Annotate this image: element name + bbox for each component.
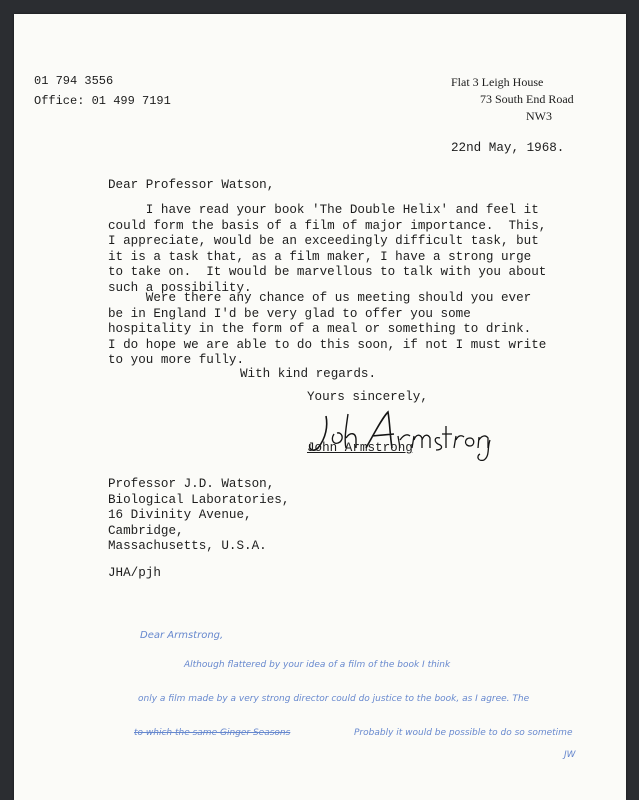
paragraph-line: I appreciate, would be an exceedingly difficult task, but xyxy=(108,234,539,249)
paragraph-line: such a possibility. xyxy=(108,280,252,295)
handwritten-struck-text: to which the same Ginger Seasons xyxy=(134,728,291,738)
regards: With kind regards. xyxy=(240,367,377,381)
letter-page xyxy=(14,14,626,800)
paragraph-line: I have read your book 'The Double Helix' and feel it xyxy=(108,203,539,217)
paragraph-line: be in England I'd be very glad to offer you some xyxy=(108,306,471,321)
office-phone: Office: 01 499 7191 xyxy=(34,94,171,108)
paragraph-line: could form the basis of a film of major importance. This, xyxy=(108,218,547,233)
reference-initials: JHA/pjh xyxy=(108,566,161,580)
recipient-line: Professor J.D. Watson, xyxy=(108,477,275,491)
body-paragraph-1 xyxy=(108,203,546,297)
paragraph-line: hospitality in the form of a meal or something to drink. xyxy=(108,322,532,337)
handwritten-initials: JW xyxy=(564,750,576,760)
handwritten-line-2: only a film made by a very strong director could do justice to the book, as I agree. The xyxy=(138,694,530,704)
recipient-line: Cambridge, xyxy=(108,523,184,538)
recipient-line: Biological Laboratories, xyxy=(108,492,290,507)
recipient-address xyxy=(108,477,289,555)
paragraph-line: I do hope we are able to do this soon, if not I must write xyxy=(108,337,547,352)
paragraph-line: to you more fully. xyxy=(108,353,245,368)
recipient-line: 16 Divinity Avenue, xyxy=(108,508,252,523)
handwritten-greeting: Dear Armstrong, xyxy=(140,630,224,641)
salutation: Dear Professor Watson, xyxy=(108,178,275,192)
paragraph-line: to take on. It would be marvellous to talk with you about xyxy=(108,265,547,280)
closing: Yours sincerely, xyxy=(307,390,428,404)
address-line-1: Flat 3 Leigh House xyxy=(451,75,544,89)
signatory-name: John Armstrong xyxy=(307,441,413,455)
address-line-2: 73 South End Road xyxy=(480,92,574,106)
handwritten-line-1: Although flattered by your idea of a film of the book I think xyxy=(184,660,451,670)
address-line-3: NW3 xyxy=(526,109,552,123)
home-phone: 01 794 3556 xyxy=(34,74,114,88)
body-paragraph-2 xyxy=(108,291,546,369)
paragraph-line: Were there any chance of us meeting should you ever xyxy=(108,291,532,305)
handwritten-line-3: Probably it would be possible to do so sometime xyxy=(354,728,573,738)
paragraph-line: it is a task that, as a film maker, I have a strong urge xyxy=(108,249,532,264)
recipient-line: Massachusetts, U.S.A. xyxy=(108,539,267,554)
letter-date: 22nd May, 1968. xyxy=(451,141,565,155)
